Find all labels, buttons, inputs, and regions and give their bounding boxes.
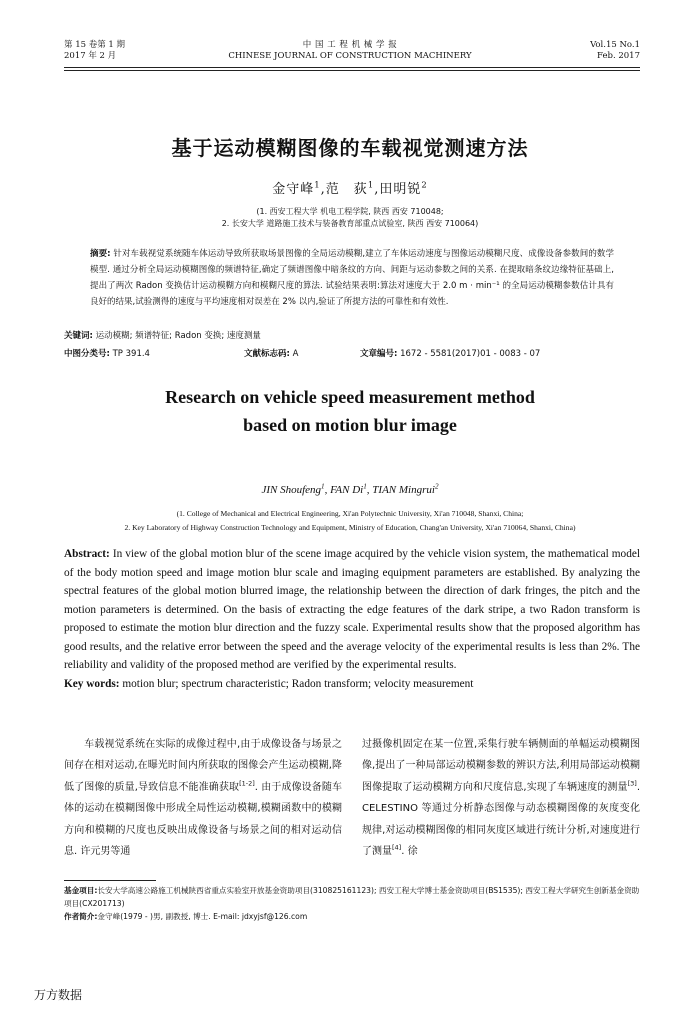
cn-article-no [360,347,540,359]
cn-doccode [244,347,298,359]
en-abstract-text: In view of the global motion blur of the scene image acquired by the vehicle vision system, the mathematical model of the body motion speed and image motion blur scale and imaging equipment parameters are established. By analyzing the spectral features of the global motion blurred image, the relationship between the direction of dark fringes, the pitch and the motion parameters is determined. On the basis of extracting the edge features of the dark stripe, a two Radon transform is proposed to estimate the motion blur direction and the fuzzy scale. Experimental results show that the proposed algorithm has good results, and the relative error between the speed and the average velocity of the experimental results is less than 2%. The reliability and validity of the proposed method are verified by the experimental results. [64,548,640,671]
journal-name-cn: 中 国 工 程 机 械 学 报 [302,40,398,50]
footnote-rule [64,880,156,881]
cn-affiliation-2: 2. 长安大学 道路施工技术与装备教育部重点试验室, 陕西 西安 710064) [221,219,479,228]
footnote [64,884,644,923]
cn-keywords-label: 关键词: [64,331,93,341]
body-right-text-1: 过摄像机固定在某一位置,采集行驶车辆侧面的单幅运动模糊图像,提出了一种局部运动模糊参数的辨识方法,利用局部运动模糊图像提取了运动模糊方向和尺度信息,实现了车辆速度的测量 [362,739,640,793]
body-right-text-3: . 徐 [401,846,418,858]
citation-4[interactable]: [4] [392,843,402,852]
cn-doccode-label: 文献标志码: [244,349,290,359]
cn-keywords-text: 运动模糊; 频谱特征; Radon 变换; 速度测量 [95,331,261,341]
cn-author-3: 田明锐$^2$ [379,179,428,197]
en-title-line-2: based on motion blur image [243,415,457,435]
body-left-text-2: . 由于成像设备随车体的运动在模糊图像中形成全局性运动模糊,模糊函数中的模糊方向和模糊的尺度也反映出成像设备与场景之间的相对运动信息. 许元男等通 [64,781,343,858]
footnote-fund-text: 长安大学高速公路施工机械陕西省重点实验室开放基金资助项目(310825161123); 西安工程大学博士基金资助项目(BS1535); 西安工程大学研究生创新基金资助项目(CX201713) [64,886,640,908]
en-keywords [64,675,640,694]
en-author-3: TIAN Mingrui$^2$ [372,482,439,496]
header-date: 2017 年 2 月 [64,51,117,61]
cn-authors: 金守峰$^1$,范 荻$^1$,田明锐$^2$ [272,179,428,197]
en-abstract-label: Abstract: [64,548,110,560]
en-title-line-1: Research on vehicle speed measurement method [165,387,535,407]
citation-3[interactable]: [3] [627,779,637,788]
en-keywords-label: Key words: [64,677,120,690]
body-right-column [362,734,640,862]
cn-abstract [90,246,614,310]
footnote-bio-text: 金守峰(1979 - )男, 副教授, 博士. E-mail: jdxyjsf@126.com [97,912,308,921]
en-affiliations [0,507,700,535]
en-authors: JIN Shoufeng$^1$, FAN Di$^1$, TIAN Mingrui$^2$ [261,482,439,496]
cn-affiliation-1: (1. 西安工程大学 机电工程学院, 陕西 西安 710048; [256,207,444,216]
en-keywords-text: motion blur; spectrum characteristic; Radon transform; velocity measurement [122,677,474,690]
en-title [0,383,700,439]
header-volume-en-issue: Vol.15 No.1 [590,40,640,50]
cn-doccode-value: A [292,349,299,359]
source-watermark: 万方数据 [34,988,83,1002]
citation-1-2[interactable]: [1-2] [239,779,255,788]
footnote-bio [64,910,644,923]
en-abstract [64,545,640,693]
cn-abstract-text: 针对车载视觉系统随车体运动导致所获取场景图像的全局运动模糊,建立了车体运动速度与图像运动模糊尺度、成像设备参数间的数学模型. 通过分析全局运动模糊图像的频谱特征,确定了频谱图像中暗条纹的方向、间距与运动参数之间的关系. 在提取暗条纹边缘特征基础上,提出了两次 Radon 变换估计运动模糊方向和模糊尺度的算法. 试验结果表明:算法对速度大于 2.0 m · min⁻¹ 的全局运动模糊参数估计具有良好的结果,试验测得的速度与平均速度相对误差在 2% 以内,验证了所提方法的可靠性和有效性. [90,249,615,307]
footnote-fund [64,884,644,910]
cn-affiliations [0,206,700,230]
cn-title: 基于运动模糊图像的车载视觉测速方法 [171,136,529,160]
footnote-bio-label: 作者简介: [64,912,98,921]
header-rule-bottom [64,70,640,71]
en-author-2: FAN Di$^1$ [330,482,367,496]
cn-author-2: 范 荻$^1$ [325,179,375,197]
journal-name-en: CHINESE JOURNAL OF CONSTRUCTION MACHINERY [228,51,472,61]
body-left-text-1: 车载视觉系统在实际的成像过程中,由于成像设备与场景之间存在相对运动,在曝光时间内所获取的图像会产生运动模糊,降低了图像的质量,导致信息不能准确获取 [64,739,342,793]
header-volume-en [590,40,640,62]
cn-clc-value: TP 391.4 [112,349,150,359]
cn-clc-label: 中图分类号: [64,349,110,359]
en-author-1: JIN Shoufeng$^1$ [261,482,325,496]
cn-abstract-label: 摘要: [90,249,111,259]
cn-author-1: 金守峰$^1$ [272,179,321,197]
header-rule-top [64,67,640,68]
cn-clc [64,347,150,359]
en-affiliation-2: 2. Key Laboratory of Highway Construction Technology and Equipment, Ministry of Education, Chang'an University, Xi'an 710064, Shanxi, China) [124,523,576,532]
cn-article-no-value: 1672 - 5581(2017)01 - 0083 - 07 [400,349,541,359]
body-right-text-2: . CELESTINO 等通过分析静态图像与动态模糊图像的灰度变化规律,对运动模糊图像的相同灰度区域进行统计分析,对速度进行了测量 [362,781,640,858]
header-date-en: Feb. 2017 [597,51,640,61]
en-affiliation-1: (1. College of Mechanical and Electrical Engineering, Xi'an Polytechnic University, Xi'an 710048, Shanxi, China; [176,509,524,518]
footnote-fund-label: 基金项目: [64,886,98,895]
cn-article-no-label: 文章编号: [360,349,398,359]
header-volume-issue: 第 15 卷第 1 期 [64,40,126,50]
body-left-column [64,734,342,862]
cn-keywords [64,329,261,341]
